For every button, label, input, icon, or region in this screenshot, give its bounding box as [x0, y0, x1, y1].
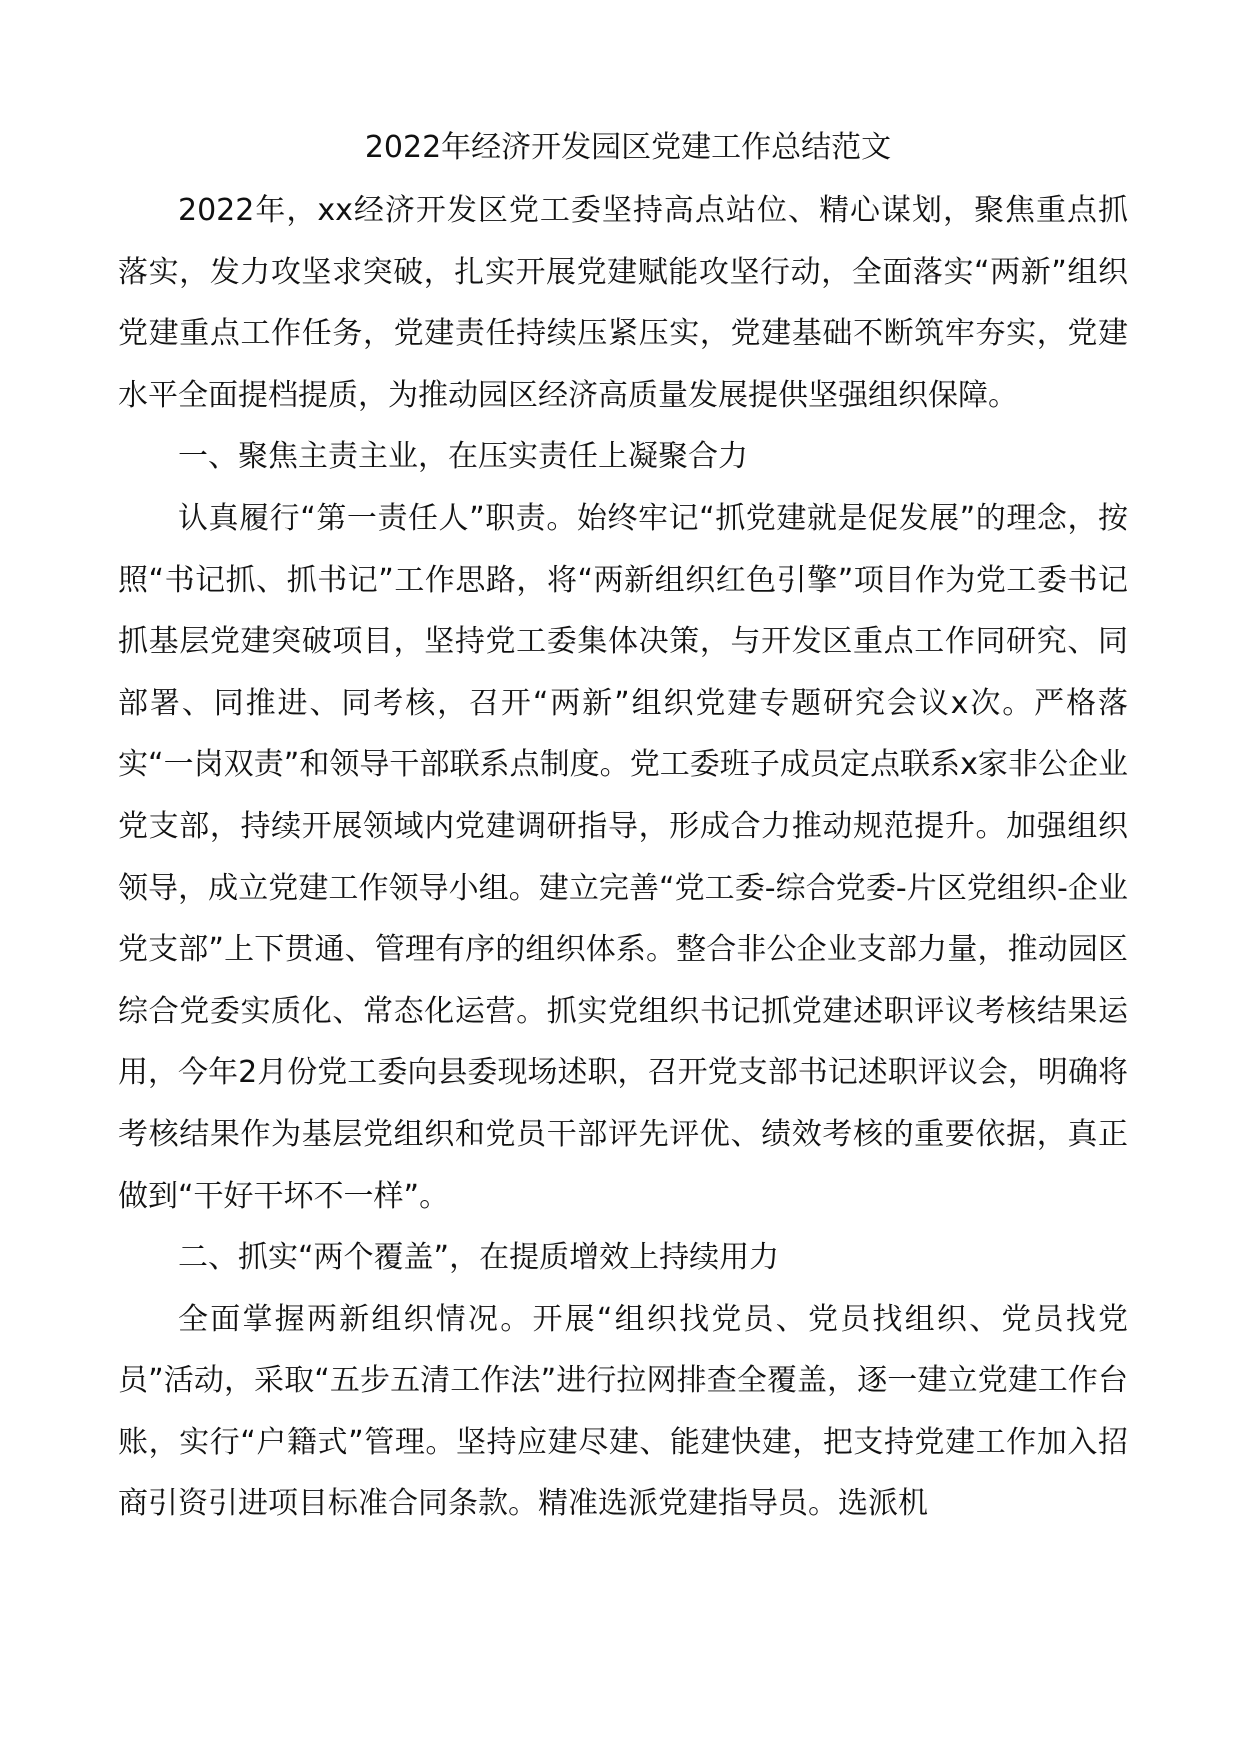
section-2-paragraph: 全面掌握两新组织情况。开展“组织找党员、党员找组织、党员找党员”活动，采取“五步五清工作法”进行拉网排查全覆盖，逐一建立党建工作台账，实行“户籍式”管理。坚持应建尽建、能建快建，把支持党建工作加入招商引资引进项目标准合同条款。精准选派党建指导员。选派机	[118, 1301, 1128, 1522]
section-1-paragraph: 认真履行“第一责任人”职责。始终牢记“抓党建就是促发展”的理念，按照“书记抓、抓书记”工作思路，将“两新组织红色引擎”项目作为党工委书记抓基层党建突破项目，坚持党工委集体决策，与开发区重点工作同研究、同部署、同推进、同考核，召开“两新”组织党建专题研究会议x次。严格落实“一岗双责”和领导干部联系点制度。党工委班子成员定点联系x家非公企业党支部，持续开展领域内党建调研指导，形成合力推动规范提升。加强组织领导，成立党建工作领导小组。建立完善“党工委-综合党委-片区党组织-企业党支部”上下贯通、管理有序的组织体系。整合非公企业支部力量，推动园区综合党委实质化、常态化运营。抓实党组织书记抓党建述职评议考核结果运用，今年2月份党工委向县委现场述职，召开党支部书记述职评议会，明确将考核结果作为基层党组织和党员干部评先评优、绩效考核的重要依据，真正做到“干好干坏不一样”。	[118, 500, 1128, 1214]
section-2-heading: 二、抓实“两个覆盖”，在提质增效上持续用力	[178, 1240, 780, 1276]
intro-paragraph: 2022年，xx经济开发区党工委坚持高点站位、精心谋划，聚焦重点抓落实，发力攻坚求突破，扎实开展党建赋能攻坚行动，全面落实“两新”组织党建重点工作任务，党建责任持续压紧压实，党建基础不断筑牢夯实，党建水平全面提档提质，为推动园区经济高质量发展提供坚强组织保障。	[118, 193, 1128, 413]
document-page	[118, 118, 1128, 1535]
document-title: 2022年经济开发园区党建工作总结范文	[364, 130, 892, 165]
section-1-heading: 一、聚焦主责主业，在压实责任上凝聚合力	[178, 439, 748, 475]
